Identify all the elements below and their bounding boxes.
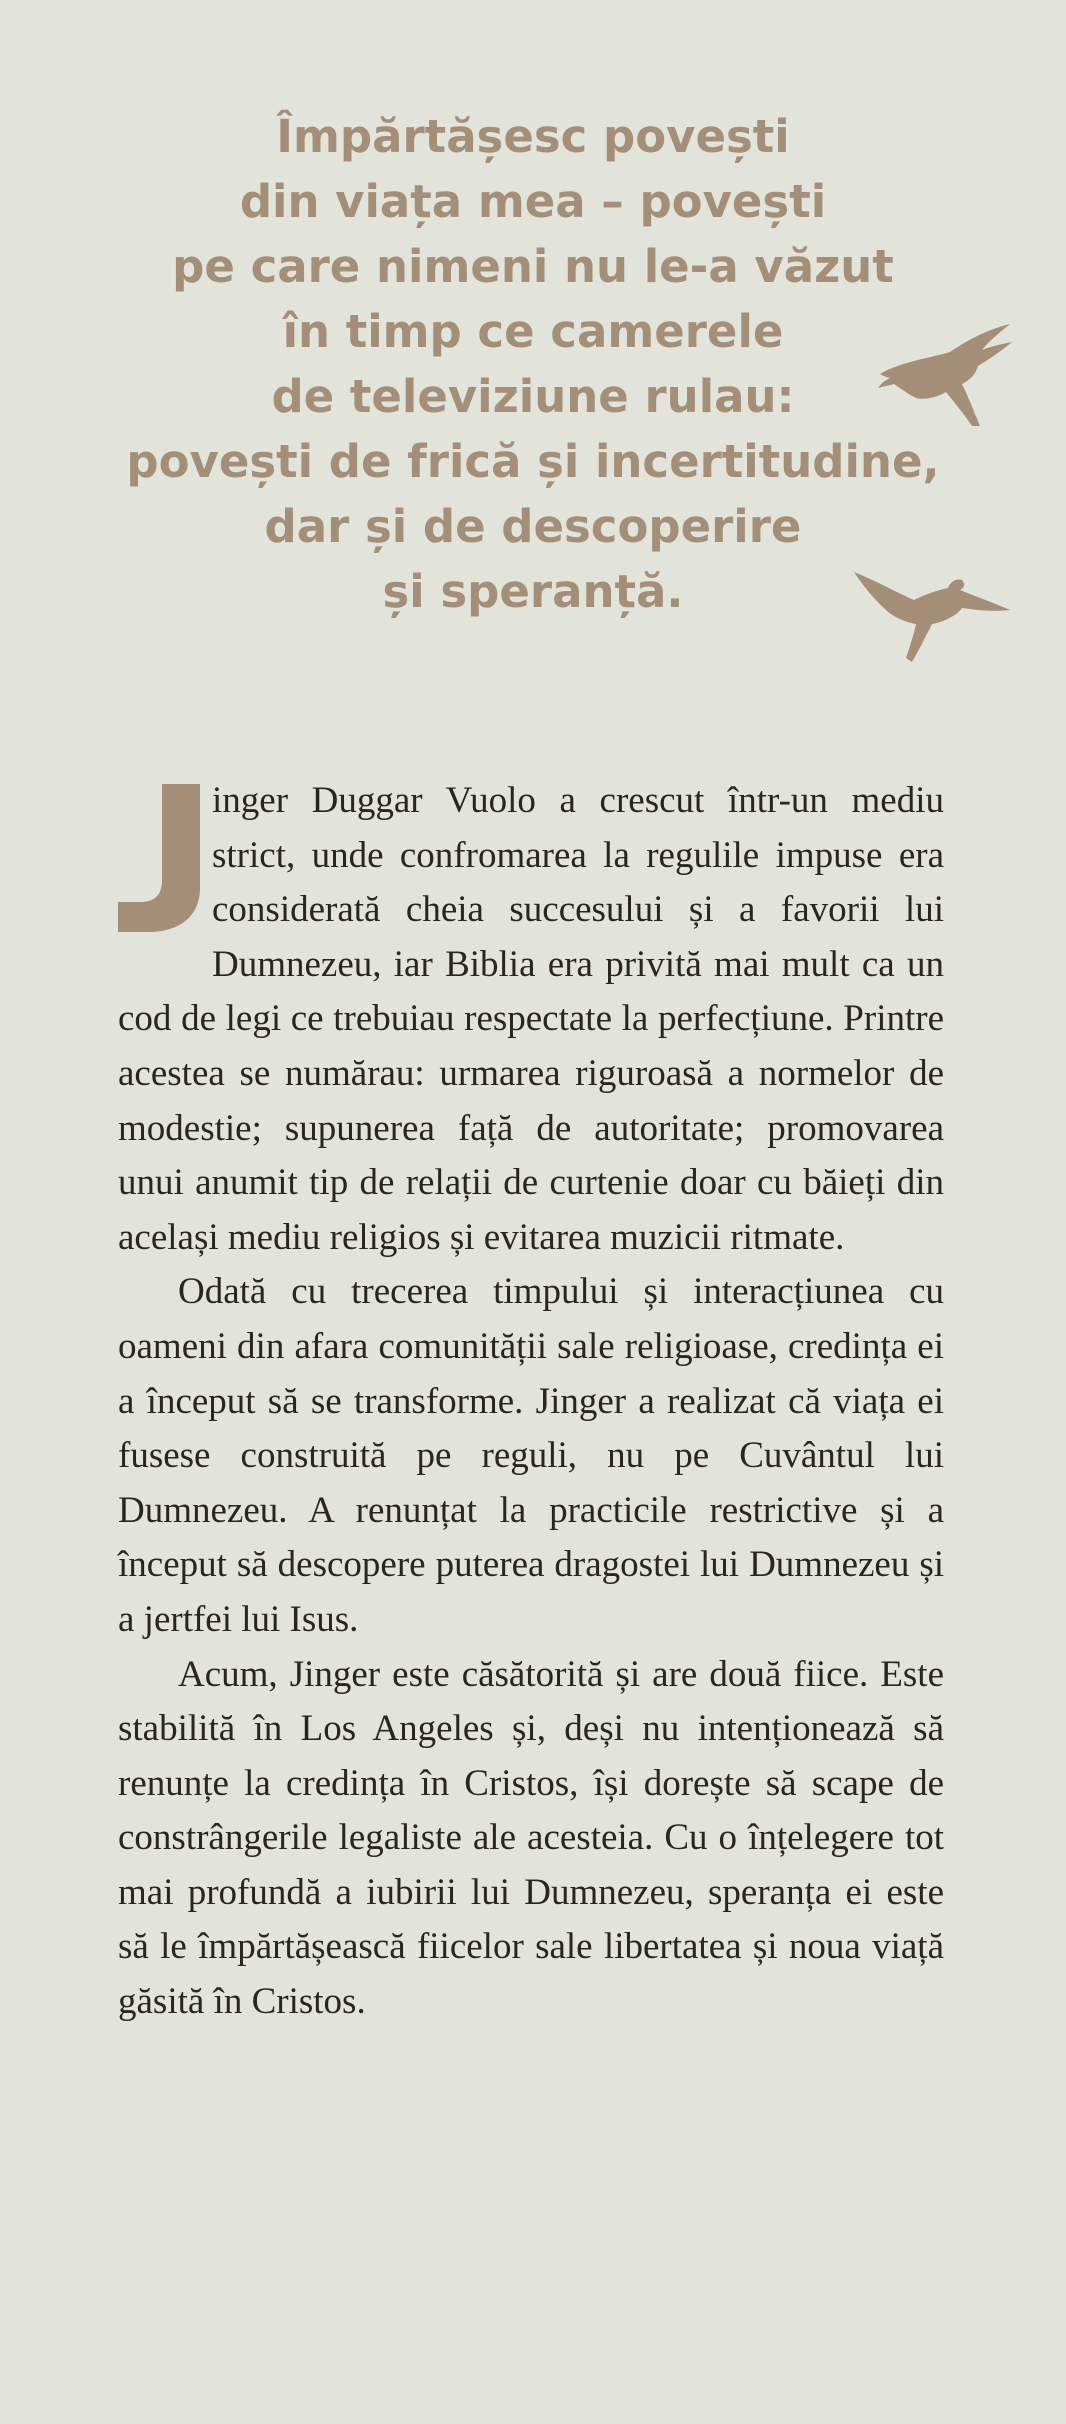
flying-bird-icon xyxy=(870,322,1020,452)
book-description xyxy=(118,774,944,2030)
description-paragraph: Acum, Jinger este căsătorită și are două fiice. Este stabilită în Los Angeles și, deși nu intenționează să renunțe la credința în Cristos, își dorește să scape de constrângerile legaliste ale acesteia. Cu o înțelegere tot mai profundă a iubirii lui Dumnezeu, speranța ei este să le împărtășească fiicelor sale libertatea și noua viață găsită în Cristos. xyxy=(118,1653,944,2023)
quote-line: Împărtășesc povești xyxy=(276,110,790,163)
quote-line: pe care nimeni nu le-a văzut xyxy=(172,240,894,293)
quote-line: din viața mea – povești xyxy=(239,175,827,228)
quote-line: în timp ce camerele xyxy=(282,305,784,358)
quote-line: dar și de descoperire xyxy=(264,500,802,553)
quote-line: și speranță. xyxy=(382,565,684,618)
paragraph-text: inger Duggar Vuolo a crescut într-un mediu strict, unde confromarea la regulile impuse era considerată cheia succesului și a favorii lui Dumnezeu, iar Biblia era privită mai mult ca un cod de legi ce trebuiau respectate la perfecțiune. Printre acestea se numărau: urmarea riguroasă a normelor de modestie; supunerea față de autoritate; promovarea unui anumit tip de relații de curtenie doar cu băieți din același mediu religios și evitarea muzicii ritmate. xyxy=(118,780,944,1258)
description-paragraph: Odată cu trecerea timpului și interacțiunea cu oameni din afara comunității sale religioase, credința ei a început să se transforme. Jinger a realizat că viața ei fusese construită pe reguli, nu pe Cuvântul lui Dumnezeu. A renunțat la practicile restrictive și a început să descopere puterea dragostei lui Dumnezeu și a jertfei lui Isus. xyxy=(118,1271,944,1640)
quote-line: povești de frică și incertitudine, xyxy=(126,435,940,488)
flying-bird-icon xyxy=(852,566,1012,666)
description-paragraph xyxy=(118,774,944,1265)
drop-cap xyxy=(118,784,202,942)
quote-line: de televiziune rulau: xyxy=(271,370,795,423)
